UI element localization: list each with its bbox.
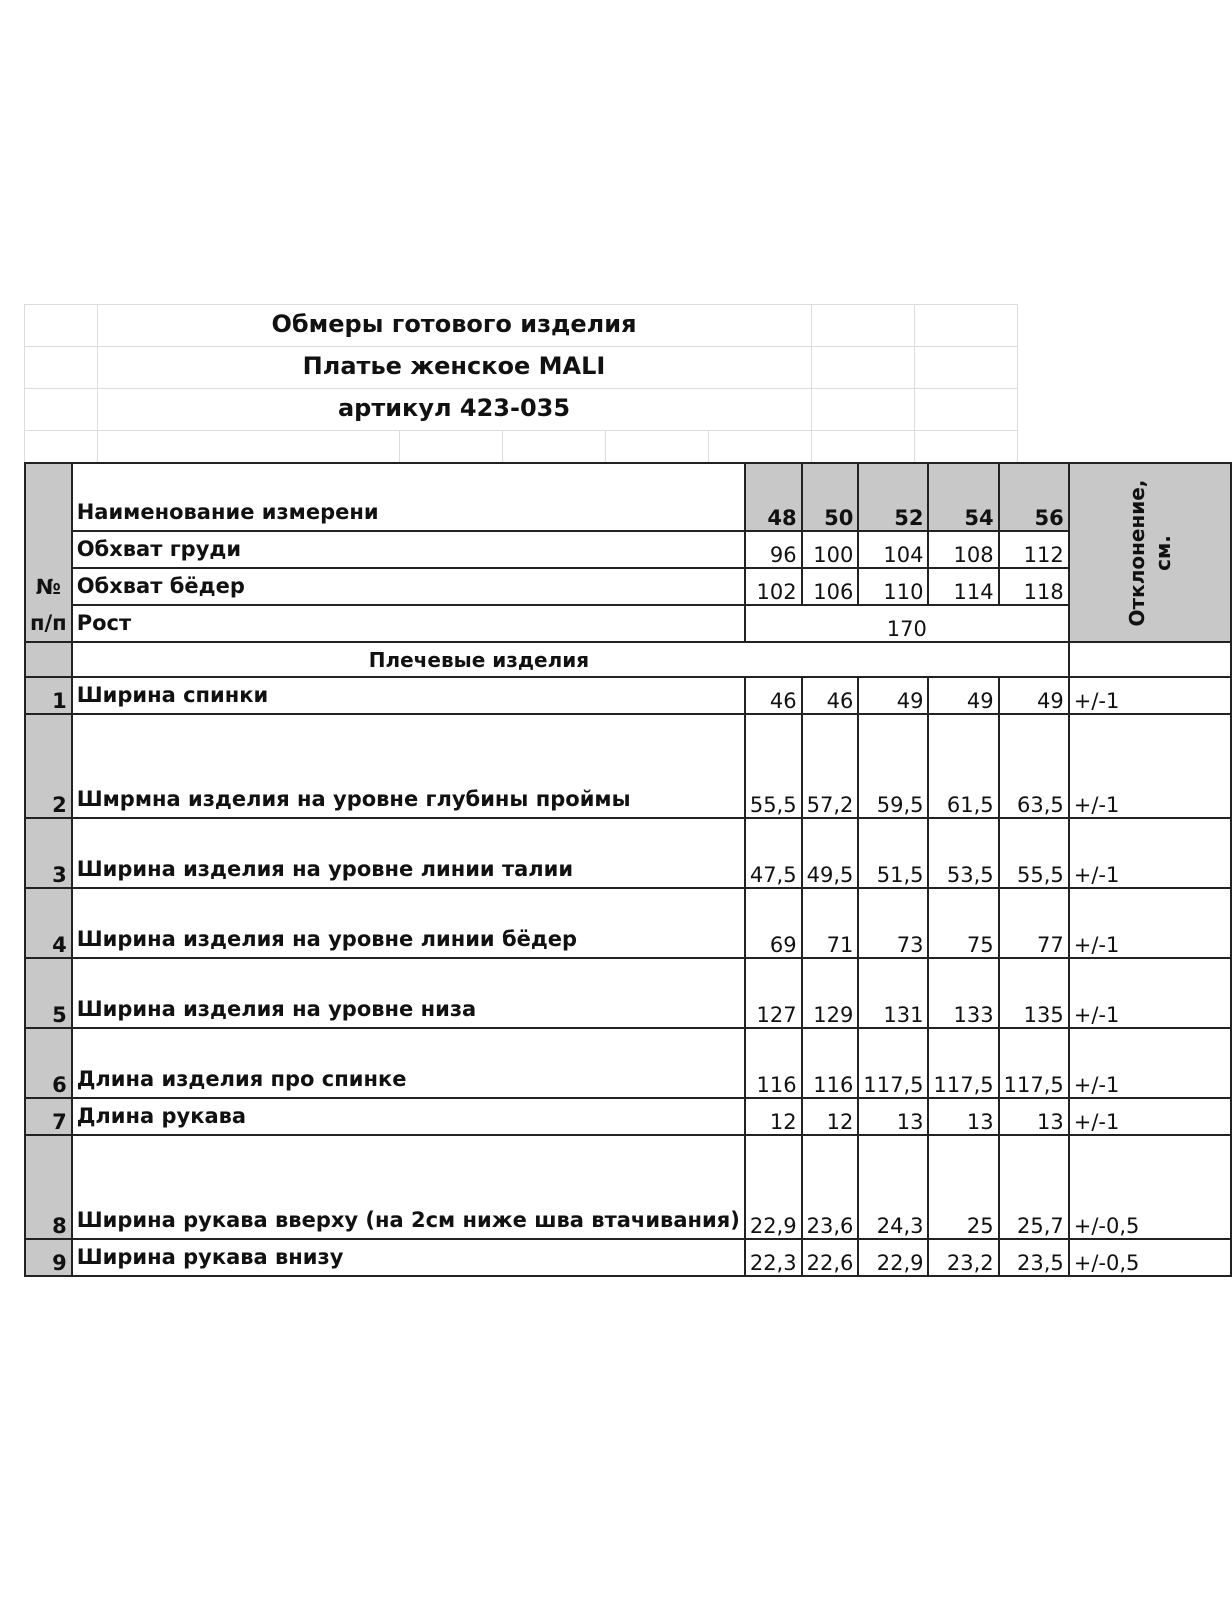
measurement-row <box>25 958 1231 1028</box>
row-number: 5 <box>25 958 72 1028</box>
height-label: Рост <box>72 605 745 642</box>
body-param-row <box>25 531 1231 568</box>
measurement-value: 51,5 <box>858 818 928 888</box>
measurement-value: 57,2 <box>802 714 859 818</box>
measurement-row <box>25 714 1231 818</box>
row-number-header <box>25 463 72 642</box>
measurement-name: Ширина изделия на уровне низа <box>72 958 745 1028</box>
size-header: 52 <box>858 463 928 531</box>
measurement-value: 135 <box>999 958 1069 1028</box>
size-header: 56 <box>999 463 1069 531</box>
tolerance-value: +/-1 <box>1069 1028 1231 1098</box>
measurement-value: 25,7 <box>999 1135 1069 1239</box>
row-number: 2 <box>25 714 72 818</box>
row-number: 8 <box>25 1135 72 1239</box>
tolerance-value: +/-0,5 <box>1069 1135 1231 1239</box>
num-label: № <box>35 575 61 599</box>
gridline <box>605 430 606 462</box>
param-value: 102 <box>745 568 802 605</box>
spreadsheet <box>24 304 1175 1275</box>
measurement-rows <box>25 677 1231 1276</box>
tolerance-header <box>1069 463 1231 642</box>
param-value: 96 <box>745 531 802 568</box>
param-value: 118 <box>999 568 1069 605</box>
measurement-value: 55,5 <box>999 818 1069 888</box>
measurement-value: 61,5 <box>928 714 998 818</box>
measurement-value: 116 <box>802 1028 859 1098</box>
gridline <box>1017 304 1018 462</box>
param-value: 104 <box>858 531 928 568</box>
measurement-value: 77 <box>999 888 1069 958</box>
measurement-value: 23,5 <box>999 1239 1069 1276</box>
row-number: 1 <box>25 677 72 714</box>
gridline <box>24 304 25 462</box>
measurement-value: 129 <box>802 958 859 1028</box>
measurement-value: 23,6 <box>802 1135 859 1239</box>
measurement-value: 12 <box>802 1098 859 1135</box>
param-value: 108 <box>928 531 998 568</box>
gridline <box>24 430 1018 431</box>
measurement-value: 46 <box>745 677 802 714</box>
measurement-value: 73 <box>858 888 928 958</box>
measurement-row <box>25 818 1231 888</box>
measurement-name: Длина рукава <box>72 1098 745 1135</box>
row-number: 3 <box>25 818 72 888</box>
size-header: 50 <box>802 463 859 531</box>
measurement-row <box>25 1028 1231 1098</box>
measurement-row <box>25 888 1231 958</box>
measurement-value: 13 <box>858 1098 928 1135</box>
measurement-value: 22,9 <box>858 1239 928 1276</box>
row-number: 6 <box>25 1028 72 1098</box>
gridline <box>24 304 1018 305</box>
measurement-value: 69 <box>745 888 802 958</box>
tolerance-value: +/-1 <box>1069 958 1231 1028</box>
param-value: 106 <box>802 568 859 605</box>
measurement-value: 49 <box>928 677 998 714</box>
row-number: 4 <box>25 888 72 958</box>
param-value: 110 <box>858 568 928 605</box>
row-number: 9 <box>25 1239 72 1276</box>
measurement-value: 53,5 <box>928 818 998 888</box>
measurement-value: 75 <box>928 888 998 958</box>
tolerance-value: +/-1 <box>1069 1098 1231 1135</box>
gridline <box>399 430 400 462</box>
header-row <box>25 463 1231 531</box>
measurement-name: Ширина рукава внизу <box>72 1239 745 1276</box>
size-header: 54 <box>928 463 998 531</box>
height-value: 170 <box>745 605 1069 642</box>
measurement-value: 24,3 <box>858 1135 928 1239</box>
measurement-name: Ширина изделия на уровне линии талии <box>72 818 745 888</box>
measurement-value: 22,3 <box>745 1239 802 1276</box>
measurement-name: Ширина спинки <box>72 677 745 714</box>
param-value: 112 <box>999 531 1069 568</box>
measurement-value: 116 <box>745 1028 802 1098</box>
param-value: 100 <box>802 531 859 568</box>
tolerance-value: +/-1 <box>1069 888 1231 958</box>
measurement-row <box>25 677 1231 714</box>
measurement-value: 49,5 <box>802 818 859 888</box>
measurement-value: 46 <box>802 677 859 714</box>
gridline <box>24 388 1018 389</box>
section-index-cell <box>25 642 72 677</box>
doc-title: Обмеры готового изделия <box>271 310 637 338</box>
measurement-value: 13 <box>928 1098 998 1135</box>
measurement-value: 63,5 <box>999 714 1069 818</box>
param-name: Обхват бёдер <box>72 568 745 605</box>
measurement-name: Длина изделия про спинке <box>72 1028 745 1098</box>
param-value: 114 <box>928 568 998 605</box>
measurement-value: 12 <box>745 1098 802 1135</box>
measurement-name: Шмрмна изделия на уровне глубины проймы <box>72 714 745 818</box>
measurement-value: 13 <box>999 1098 1069 1135</box>
measurement-value: 49 <box>858 677 928 714</box>
measurement-value: 22,6 <box>802 1239 859 1276</box>
param-name: Обхват груди <box>72 531 745 568</box>
gridline <box>708 430 709 462</box>
gridline <box>24 346 1018 347</box>
num-sub-label: п/п <box>30 611 67 635</box>
section-row <box>25 642 1231 677</box>
measurement-value: 127 <box>745 958 802 1028</box>
measurement-value: 25 <box>928 1135 998 1239</box>
measurement-value: 55,5 <box>745 714 802 818</box>
measurement-value: 47,5 <box>745 818 802 888</box>
measurement-value: 117,5 <box>999 1028 1069 1098</box>
tolerance-value: +/-0,5 <box>1069 1239 1231 1276</box>
measure-name-header: Наименование измерени <box>72 463 745 531</box>
measurement-value: 59,5 <box>858 714 928 818</box>
tolerance-value: +/-1 <box>1069 677 1231 714</box>
body-param-row <box>25 568 1231 605</box>
height-row <box>25 605 1231 642</box>
article-number: артикул 423-035 <box>337 394 571 422</box>
measurement-value: 49 <box>999 677 1069 714</box>
row-number: 7 <box>25 1098 72 1135</box>
measurement-row <box>25 1135 1231 1239</box>
tolerance-value: +/-1 <box>1069 714 1231 818</box>
gridline <box>914 304 915 462</box>
measurement-name: Ширина изделия на уровне линии бёдер <box>72 888 745 958</box>
measurement-row <box>25 1239 1231 1276</box>
size-header: 48 <box>745 463 802 531</box>
measurement-value: 117,5 <box>928 1028 998 1098</box>
tolerance-value: +/-1 <box>1069 818 1231 888</box>
measurement-name: Ширина рукава вверху (на 2см ниже шва втачивания) <box>72 1135 745 1239</box>
measurement-value: 22,9 <box>745 1135 802 1239</box>
measurement-row <box>25 1098 1231 1135</box>
measurement-value: 117,5 <box>858 1028 928 1098</box>
product-name: Платье женское MALI <box>302 352 606 380</box>
gridline <box>502 430 503 462</box>
measurement-value: 133 <box>928 958 998 1028</box>
measurement-value: 71 <box>802 888 859 958</box>
section-tolerance-cell <box>1069 642 1231 677</box>
measurement-value: 131 <box>858 958 928 1028</box>
gridline <box>811 304 812 462</box>
section-title: Плечевые изделия <box>72 642 1069 677</box>
tolerance-label: Отклонение, см. <box>1124 479 1175 626</box>
measurement-value: 23,2 <box>928 1239 998 1276</box>
measurements-table <box>24 462 1232 1277</box>
